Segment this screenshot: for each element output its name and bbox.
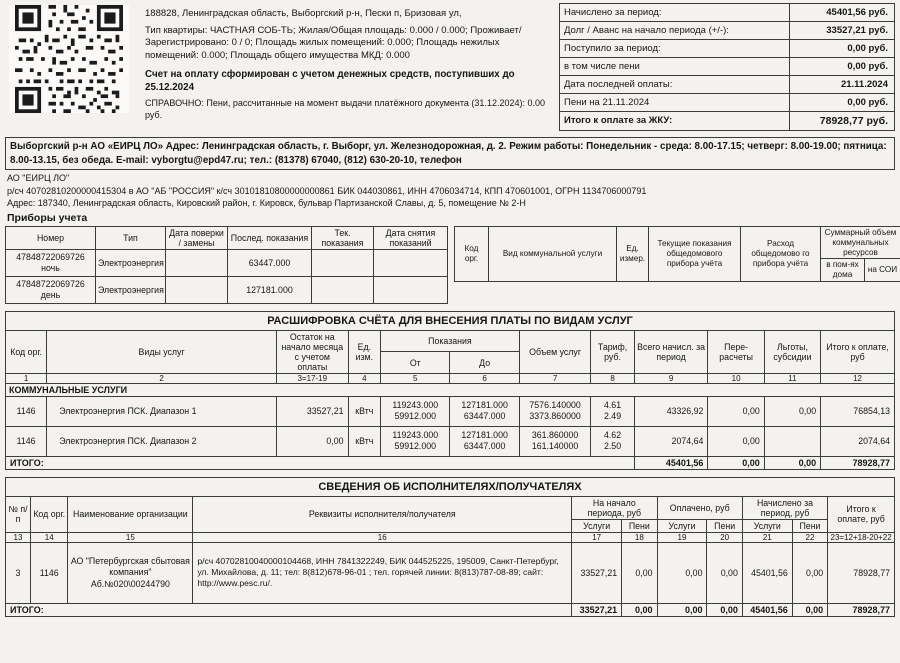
office-info-band: Выборгский р-н АО «ЕИРЦ ЛО» Адрес: Ленинградская область, г. Выборг, ул. Железнодорожная, д. 2. Режим работы: Понедельник - среда: 8.00-17.15; четверг: 8.00-19.00; пятница: 8.00-13.15, без обеда. E-mail: vyborgtu@epd47.ru; тел.: (81378) 67040, (812) 630-20-10, телефон <box>5 137 895 170</box>
col-header-building-meter-consumption: Расход общедомово го прибора учёта <box>741 226 821 281</box>
account-number: Аб.№020\00244790 <box>90 578 170 589</box>
meter-last-reading-cell: 63447.000 <box>228 249 312 276</box>
providers-title: СВЕДЕНИЯ ОБ ИСПОЛНИТЕЛЯХ/ПОЛУЧАТЕЛЯХ <box>6 477 895 496</box>
reading-value: 63447.000 <box>463 441 506 452</box>
col-header-penalties: Пени <box>792 519 827 532</box>
tariff-value: 4.61 <box>603 400 622 411</box>
org-name-cell <box>68 542 193 603</box>
col-number: 21 <box>742 532 792 542</box>
total-label: ИТОГО: <box>6 456 635 469</box>
payee-address: Адрес: 187340, Ленинградская область, Кировский район, г. Кировск, бульвар Партизанской Славы, д. 5, помещение № 2-Н <box>7 197 526 208</box>
paid-services-cell: 0,00 <box>657 542 707 603</box>
col-number: 3=17-19 <box>277 373 349 383</box>
summary-row-total <box>559 111 895 131</box>
col-number: 19 <box>657 532 707 542</box>
volume-value: 361.860000 <box>531 430 579 441</box>
col-header-total-due: Итого к оплате, руб <box>821 330 895 373</box>
col-header-meter-number: Номер <box>6 226 96 249</box>
col-header-row-number: № п/п <box>6 496 31 532</box>
providers-table <box>5 477 895 617</box>
meter-check-date-cell <box>166 249 228 276</box>
meters-section <box>5 226 898 304</box>
col-header-org-code: Код орг. <box>6 330 47 373</box>
breakdown-title: РАСШИФРОВКА СЧЁТА ДЛЯ ВНЕСЕНИЯ ПЛАТЫ ПО ВИДАМ УСЛУГ <box>6 311 895 330</box>
providers-total-row <box>6 603 895 616</box>
meter-zone: день <box>40 289 61 300</box>
col-header-services: Услуги <box>657 519 707 532</box>
summary-table <box>559 4 895 131</box>
col-header-paid: Оплачено, руб <box>657 496 742 519</box>
col-header-penalties: Пени <box>622 519 657 532</box>
qr-code-image <box>9 5 129 113</box>
section-label: КОММУНАЛЬНЫЕ УСЛУГИ <box>6 383 895 396</box>
readings-from-cell <box>381 396 450 426</box>
col-header-org-name: Наименование организации <box>68 496 193 532</box>
opening-balance-cell: 33527,21 <box>277 396 349 426</box>
col-header-read-date: Дата снятия показаний <box>374 226 448 249</box>
col-header-unit: Ед. измер. <box>617 226 649 281</box>
meter-check-date-cell <box>166 276 228 303</box>
summary-row <box>559 3 895 22</box>
total-recalc-cell: 0,00 <box>708 456 764 469</box>
col-header-period-start: На начало периода, руб <box>572 496 657 519</box>
breakdown-section-row <box>6 383 895 396</box>
meter-current-reading-cell <box>312 249 374 276</box>
col-number: 6 <box>450 373 519 383</box>
total-paid-penalties-cell: 0,00 <box>707 603 742 616</box>
top-section <box>5 3 895 131</box>
org-code-cell: 1146 <box>6 426 47 456</box>
col-header-check-date: Дата поверки / замены <box>166 226 228 249</box>
col-header-org-code: Код орг. <box>30 496 67 532</box>
org-name: АО "Петербургская сбытовая компания" <box>70 555 190 578</box>
col-header-readings-from: От <box>381 352 450 374</box>
formed-notice: Счет на оплату сформирован с учетом денежных средств, поступивших до 25.12.2024 <box>145 69 515 94</box>
qr-code <box>5 3 135 119</box>
summary-value: 0,00 руб. <box>847 61 888 72</box>
breakdown-column-numbers-row <box>6 373 895 383</box>
meter-read-date-cell <box>374 276 448 303</box>
meter-row <box>6 276 448 303</box>
providers-header-row <box>6 496 895 519</box>
meter-number-cell <box>6 276 96 303</box>
paid-penalties-cell: 0,00 <box>707 542 742 603</box>
meters-header-row <box>6 226 448 249</box>
readings-from-cell <box>381 426 450 456</box>
reference-note: СПРАВОЧНО: Пени, рассчитанные на момент выдачи платёжного документа (31.12.2024): 0.00 руб. <box>145 97 545 120</box>
col-number: 13 <box>6 532 31 542</box>
summary-value: 33527,21 руб. <box>826 25 888 36</box>
col-header-opening-balance: Остаток на начало месяца с учетом оплаты <box>277 330 349 373</box>
meters-table <box>5 226 448 304</box>
col-header-accrued-for-period: Начислено за период, руб <box>742 496 827 519</box>
col-header-provider-requisites: Реквизиты исполнителя/получателя <box>193 496 572 532</box>
total-accrued-cell: 45401,56 <box>634 456 708 469</box>
meter-number: 47848722069726 <box>16 278 85 289</box>
col-number: 9 <box>634 373 708 383</box>
meter-type-cell: Электроэнергия <box>96 249 166 276</box>
reading-value: 127181.000 <box>461 430 508 441</box>
summary-label: Пени на 21.11.2024 <box>560 94 790 111</box>
col-number: 16 <box>193 532 572 542</box>
col-header-services: Услуги <box>572 519 622 532</box>
col-number: 12 <box>821 373 895 383</box>
meter-read-date-cell <box>374 249 448 276</box>
breakdown-service-row <box>6 396 895 426</box>
meter-type-cell: Электроэнергия <box>96 276 166 303</box>
service-name-cell: Электроэнергия ПСК. Диапазон 2 <box>47 426 277 456</box>
col-number: 5 <box>381 373 450 383</box>
payee-requisites-block <box>5 170 895 208</box>
col-header-building-meter-readings: Текущие показания общедомового прибора учёта <box>649 226 741 281</box>
col-number: 2 <box>47 373 277 383</box>
accrued-cell: 43326,92 <box>634 396 708 426</box>
col-header-service-types: Виды услуг <box>47 330 277 373</box>
col-number: 14 <box>30 532 67 542</box>
meter-number: 47848722069726 <box>16 251 85 262</box>
benefits-cell: 0,00 <box>764 396 820 426</box>
col-header-tariff: Тариф, руб. <box>591 330 634 373</box>
meter-last-reading-cell: 127181.000 <box>228 276 312 303</box>
breakdown-title-row <box>6 311 895 330</box>
total-begin-penalties-cell: 0,00 <box>622 603 657 616</box>
col-header-services: Услуги <box>742 519 792 532</box>
col-header-total-resources: Суммарный объем коммунальных ресурсов <box>821 226 900 259</box>
col-number: 4 <box>348 373 381 383</box>
provider-row <box>6 542 895 603</box>
accrued-penalties-cell: 0,00 <box>792 542 827 603</box>
summary-label: в том числе пени <box>560 58 790 75</box>
payee-org-name: АО "ЕИРЦ ЛО" <box>7 173 70 184</box>
meter-zone: ночь <box>41 262 60 273</box>
summary-label: Итого к оплате за ЖКУ: <box>560 112 790 130</box>
reading-value: 119243.000 <box>392 430 439 441</box>
volume-value: 7576.140000 <box>529 400 581 411</box>
tariff-cell <box>591 396 634 426</box>
col-header-current-reading: Тек. показания <box>312 226 374 249</box>
total-due-cell: 78928,77 <box>821 456 895 469</box>
provider-requisites-cell: р/сч 40702810040000104468, ИНН 7841322249, БИК 044525225, 195009, Санкт-Петербург, ул. Михайлова, д. 11; тел: 8(812)678-96-01 ; тел. горячей линии: 8(813)787-08-89; сайт: http://www.pesc.ru/. <box>193 542 572 603</box>
total-label: ИТОГО: <box>6 603 572 616</box>
col-header-unit: Ед. изм. <box>348 330 381 373</box>
summary-label: Начислено за период: <box>560 4 790 21</box>
readings-to-cell <box>450 426 519 456</box>
summary-label: Дата последней оплаты: <box>560 76 790 93</box>
summary-value: 21.11.2024 <box>840 79 888 90</box>
col-header-utility-service: Вид коммунальной услуги <box>489 226 617 281</box>
col-header-benefits: Льготы, субсидии <box>764 330 820 373</box>
col-header-readings: Показания <box>381 330 520 352</box>
col-header-volume: Объем услуг <box>519 330 591 373</box>
summary-row <box>559 39 895 58</box>
col-number: 17 <box>572 532 622 542</box>
breakdown-total-row <box>6 456 895 469</box>
summary-row <box>559 93 895 112</box>
col-number: 11 <box>764 373 820 383</box>
col-number: 1 <box>6 373 47 383</box>
total-paid-services-cell: 0,00 <box>657 603 707 616</box>
summary-value: 45401,56 руб. <box>826 7 888 18</box>
summary-row <box>559 57 895 76</box>
providers-title-row <box>6 477 895 496</box>
col-number: 7 <box>519 373 591 383</box>
apartment-info: Тип квартиры: ЧАСТНАЯ СОБ-ТЬ; Жилая/Общая площадь: 0.000 / 0.000; Проживает/Зарегистрировано: 0 / 0; Площадь жилых помещений: 0.000; Площадь нежилых помещений: 0.000; Площадь общего имущества МКД: 0.000 <box>145 24 522 61</box>
summary-label: Долг / Аванс на начало периода (+/-): <box>560 22 790 39</box>
meter-row <box>6 249 448 276</box>
col-number: 22 <box>792 532 827 542</box>
total-due-cell: 78928,77 <box>828 542 895 603</box>
col-number: 8 <box>591 373 634 383</box>
col-number: 20 <box>707 532 742 542</box>
begin-services-cell: 33527,21 <box>572 542 622 603</box>
col-header-meter-type: Тип <box>96 226 166 249</box>
col-header-in-house: в пом-ях дома <box>821 259 865 282</box>
tariff-cell <box>591 426 634 456</box>
recipient-address: 188828, Ленинградская область, Выборгский р-н, Пески п, Бризовая ул, <box>145 8 462 19</box>
col-header-penalties: Пени <box>707 519 742 532</box>
volume-value: 161.140000 <box>531 441 579 452</box>
meter-number-cell <box>6 249 96 276</box>
summary-row <box>559 75 895 94</box>
recalc-cell: 0,00 <box>708 426 764 456</box>
total-due-cell: 76854,13 <box>821 396 895 426</box>
breakdown-header-row <box>6 330 895 352</box>
total-benefits-cell: 0,00 <box>764 456 820 469</box>
col-header-org-code: Код орг. <box>455 226 489 281</box>
providers-column-numbers-row <box>6 532 895 542</box>
begin-penalties-cell: 0,00 <box>622 542 657 603</box>
volume-cell <box>519 426 591 456</box>
summary-row <box>559 21 895 40</box>
total-accrued-penalties-cell: 0,00 <box>792 603 827 616</box>
summary-value: 0,00 руб. <box>847 43 888 54</box>
tariff-value: 4.62 <box>603 430 622 441</box>
col-header-readings-to: До <box>450 352 519 374</box>
volume-value: 3373.860000 <box>529 411 581 422</box>
tariff-value: 2.49 <box>603 411 622 422</box>
breakdown-service-row <box>6 426 895 456</box>
unit-cell: кВтч <box>348 396 381 426</box>
meter-current-reading-cell <box>312 276 374 303</box>
common-meters-header-row <box>455 226 900 259</box>
accrued-services-cell: 45401,56 <box>742 542 792 603</box>
tariff-value: 2.50 <box>603 441 622 452</box>
total-due-cell: 78928,77 <box>828 603 895 616</box>
col-number: 18 <box>622 532 657 542</box>
col-number: 15 <box>68 532 193 542</box>
common-meters-table <box>454 226 900 282</box>
account-info-block <box>145 3 549 131</box>
col-header-soi: на СОИ <box>865 259 900 282</box>
payee-bank-requisites: р/сч 40702810200000415304 в АО "АБ "РОССИЯ" к/сч 30101810800000000861 БИК 044030861, ИНН 4706034714, КПП 470601001, ОГРН 1134706000791 <box>7 185 647 196</box>
readings-to-cell <box>450 396 519 426</box>
summary-value: 0,00 руб. <box>847 97 888 108</box>
col-header-last-reading: Послед. показания <box>228 226 312 249</box>
total-accrued-services-cell: 45401,56 <box>742 603 792 616</box>
total-due-cell: 2074,64 <box>821 426 895 456</box>
col-number: 23=12+18-20+22 <box>828 532 895 542</box>
col-header-recalculations: Пере-расчеты <box>708 330 764 373</box>
volume-cell <box>519 396 591 426</box>
services-breakdown-table <box>5 311 895 470</box>
col-header-total-due: Итого к оплате, руб <box>828 496 895 532</box>
row-number-cell: 3 <box>6 542 31 603</box>
org-code-cell: 1146 <box>6 396 47 426</box>
total-begin-services-cell: 33527,21 <box>572 603 622 616</box>
reading-value: 127181.000 <box>461 400 508 411</box>
org-code-cell: 1146 <box>30 542 67 603</box>
unit-cell: кВтч <box>348 426 381 456</box>
reading-value: 119243.000 <box>392 400 439 411</box>
reading-value: 59912.000 <box>394 441 437 452</box>
reading-value: 63447.000 <box>463 411 506 422</box>
service-name-cell: Электроэнергия ПСК. Диапазон 1 <box>47 396 277 426</box>
summary-value: 78928,77 руб. <box>819 115 888 127</box>
meters-section-title: Приборы учета <box>7 211 88 224</box>
accrued-cell: 2074,64 <box>634 426 708 456</box>
recalc-cell: 0,00 <box>708 396 764 426</box>
benefits-cell <box>764 426 820 456</box>
col-header-accrued: Всего начисл. за период <box>634 330 708 373</box>
reading-value: 59912.000 <box>394 411 437 422</box>
summary-label: Поступило за период: <box>560 40 790 57</box>
col-number: 10 <box>708 373 764 383</box>
opening-balance-cell: 0,00 <box>277 426 349 456</box>
